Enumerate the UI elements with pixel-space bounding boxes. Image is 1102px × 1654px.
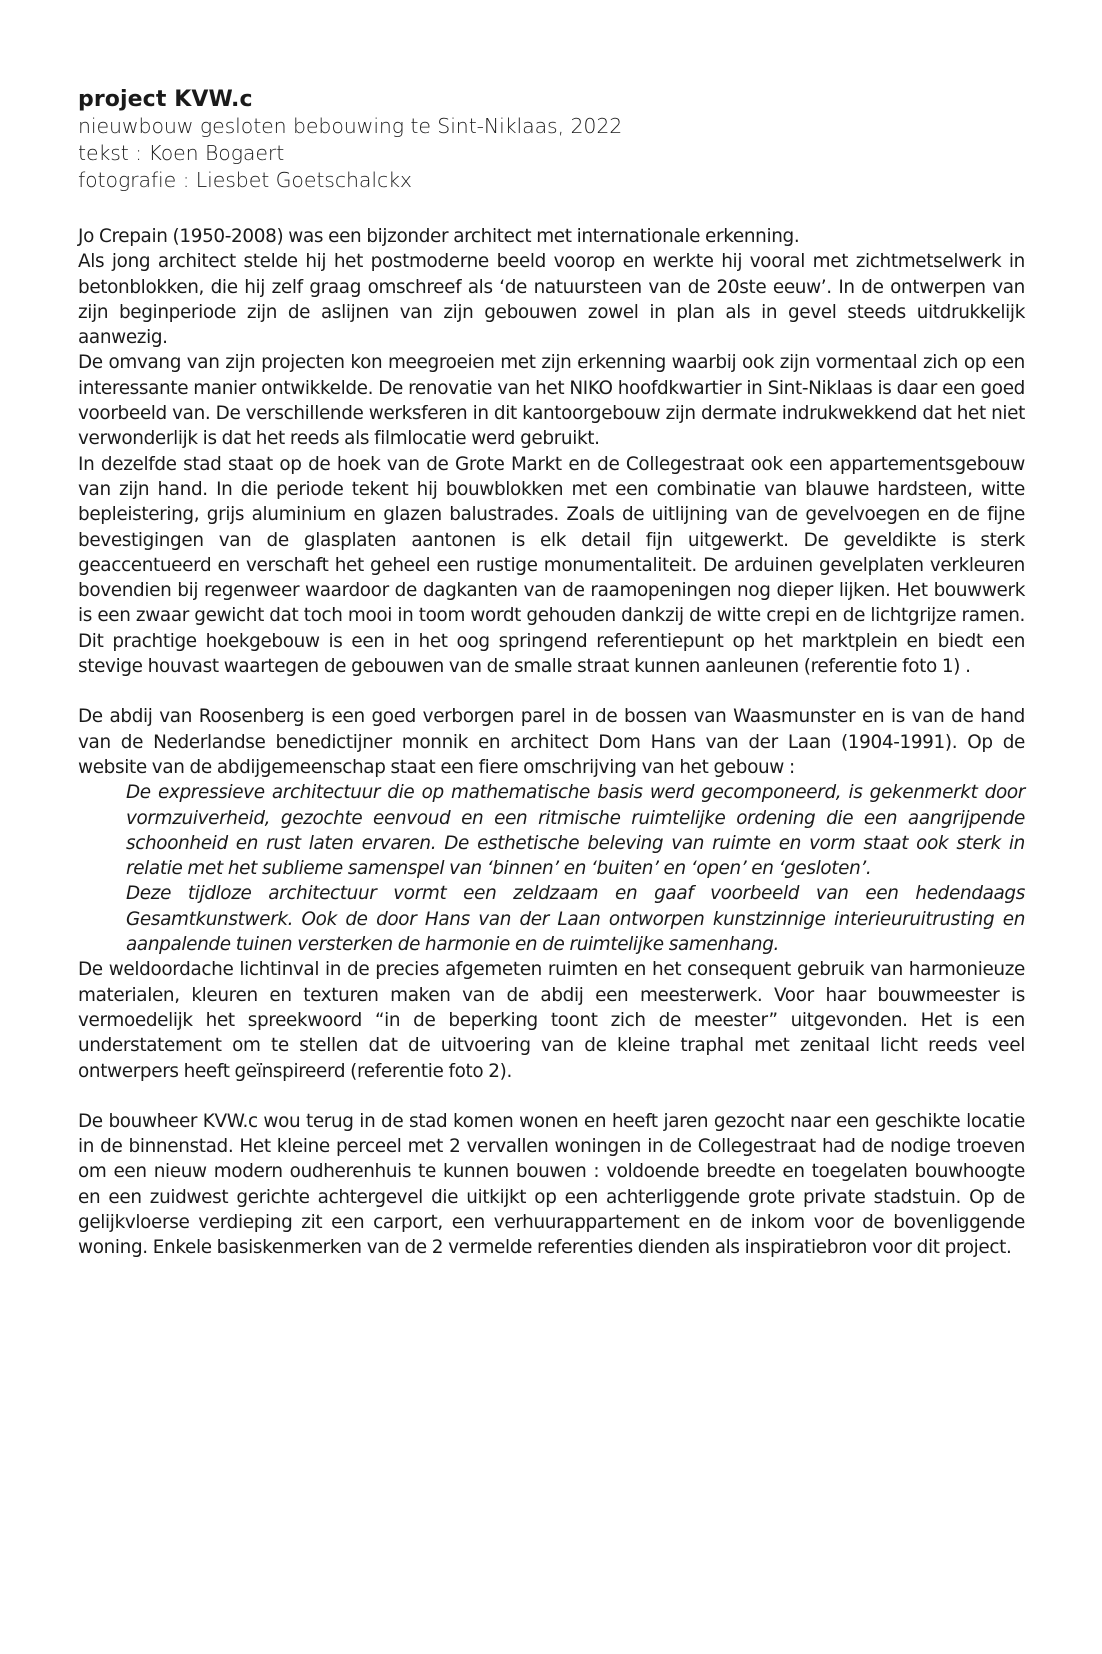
paragraph: De omvang van zijn projecten kon meegroeien met zijn erkenning waarbij ook zijn vormentaal zich op een interessante manier ontwikkelde. De renovatie van het NIKO hoofdkwartier in Sint-Niklaas is daar een goed voorbeeld van. De verschillende werksferen in dit kantoorgebouw zijn dermate indrukwekkend dat het niet verwonderlijk is dat het reeds als filmlocatie werd gebruikt. [78, 352, 1025, 450]
section-roosenberg [78, 704, 1025, 1083]
paragraph: De bouwheer KVW.c wou terug in de stad komen wonen en heeft jaren gezocht naar een geschikte locatie in de binnenstad. Het kleine perceel met 2 vervallen woningen in de Collegestraat had de nodige troeven om een nieuw modern oudherenhuis te kunnen bouwen : voldoende breedte en toegelaten bouwhoogte en een zuidwest gerichte achtergevel die uitkijkt op een achterliggende grote private stadstuin. Op de gelijkvloerse verdieping zit een carport, een verhuurappartement en de inkom voor de bovenliggende woning. Enkele basiskenmerken van de 2 vermelde referenties dienden als inspiratiebron voor dit project. [78, 1110, 1025, 1259]
photo-credit: fotografie : Liesbet Goetschalckx [78, 168, 412, 192]
article-body [78, 224, 1025, 1261]
spacer [78, 1084, 1025, 1109]
quote-paragraph: De expressieve architectuur die op mathematische basis werd gecomponeerd, is gekenmerkt door vormzuiverheid, gezochte eenvoud en een ritmische ruimtelijke ordening die een aangrijpende schoonheid en rust laten ervaren. De esthetische beleving van ruimte en vorm staat ook sterk in relatie met het sublieme samenspel van ‘binnen’ en ‘buiten’ en ‘open’ en ‘gesloten’. [126, 782, 1025, 880]
document-page [78, 86, 1025, 1261]
quote-paragraph: Deze tijdloze architectuur vormt een zeldzaam en gaaf voorbeeld van een hedendaags Gesamtkunstwerk. Ook de door Hans van der Laan ontworpen kunstzinnige interieuruitrusting en aanpalende tuinen versterken de harmonie en de ruimtelijke samenhang. [126, 883, 1025, 956]
section-crepain [78, 224, 1025, 679]
project-subtitle: nieuwbouw gesloten bebouwing te Sint-Niklaas, 2022 [78, 114, 623, 138]
paragraph: De weldoordache lichtinval in de precies afgemeten ruimten en het consequent gebruik van harmonieuze materialen, kleuren en texturen maken van de abdij een meesterwerk. Voor haar bouwmeester is vermoedelijk het spreekwoord “in de beperking toont zich de meester” uitgevonden. Het is een understatement om te stellen dat de uitvoering van de kleine traphal met zenitaal licht reeds veel ontwerpers heeft geïnspireerd (referentie foto 2). [78, 959, 1025, 1082]
project-title: project KVW.c [78, 87, 253, 112]
document-header [78, 86, 1025, 194]
section-project [78, 1109, 1025, 1261]
text-credit: tekst : Koen Bogaert [78, 141, 285, 165]
paragraph: In dezelfde stad staat op de hoek van de Grote Markt en de Collegestraat ook een appartementsgebouw van zijn hand. In die periode tekent hij bouwblokken met een combinatie van blauwe hardsteen, witte bepleistering, grijs aluminium en glazen balustrades. Zoals de uitlijning van de gevelvoegen en de fijne bevestigingen van de glasplaten aantonen is elk detail fijn uitgewerkt. De geveldikte is sterk geaccentueerd en verschaft het geheel een rustige monumentaliteit. De arduinen gevelplaten verkleuren bovendien bij regenweer waardoor de dagkanten van de raamopeningen nog dieper lijken. Het bouwwerk is een zwaar gewicht dat toch mooi in toom wordt gehouden dankzij de witte crepi en de lichtgrijze ramen. Dit prachtige hoekgebouw is een in het oog springend referentiepunt op het marktplein en biedt een stevige houvast waartegen de gebouwen van de smalle straat kunnen aanleunen (referentie foto 1) . [78, 453, 1025, 678]
paragraph: Jo Crepain (1950-2008) was een bijzonder architect met internationale erkenning. [78, 226, 800, 247]
paragraph: De abdij van Roosenberg is een goed verborgen parel in de bossen van Waasmunster en is van de hand van de Nederlandse benedictijner monnik en architect Dom Hans van der Laan (1904-1991). Op de website van de abdijgemeenschap staat een fiere omschrijving van het gebouw : [78, 706, 1025, 778]
paragraph: Als jong architect stelde hij het postmoderne beeld voorop en werkte hij vooral met zichtmetselwerk in betonblokken, die hij zelf graag omschreef als ‘de natuursteen van de 20ste eeuw’. In de ontwerpen van zijn beginperiode zijn de aslijnen van zijn gebouwen zowel in plan als in gevel steeds uitdrukkelijk aanwezig. [78, 251, 1025, 349]
spacer [78, 194, 1025, 224]
block-quote [126, 780, 1025, 957]
spacer [78, 679, 1025, 704]
